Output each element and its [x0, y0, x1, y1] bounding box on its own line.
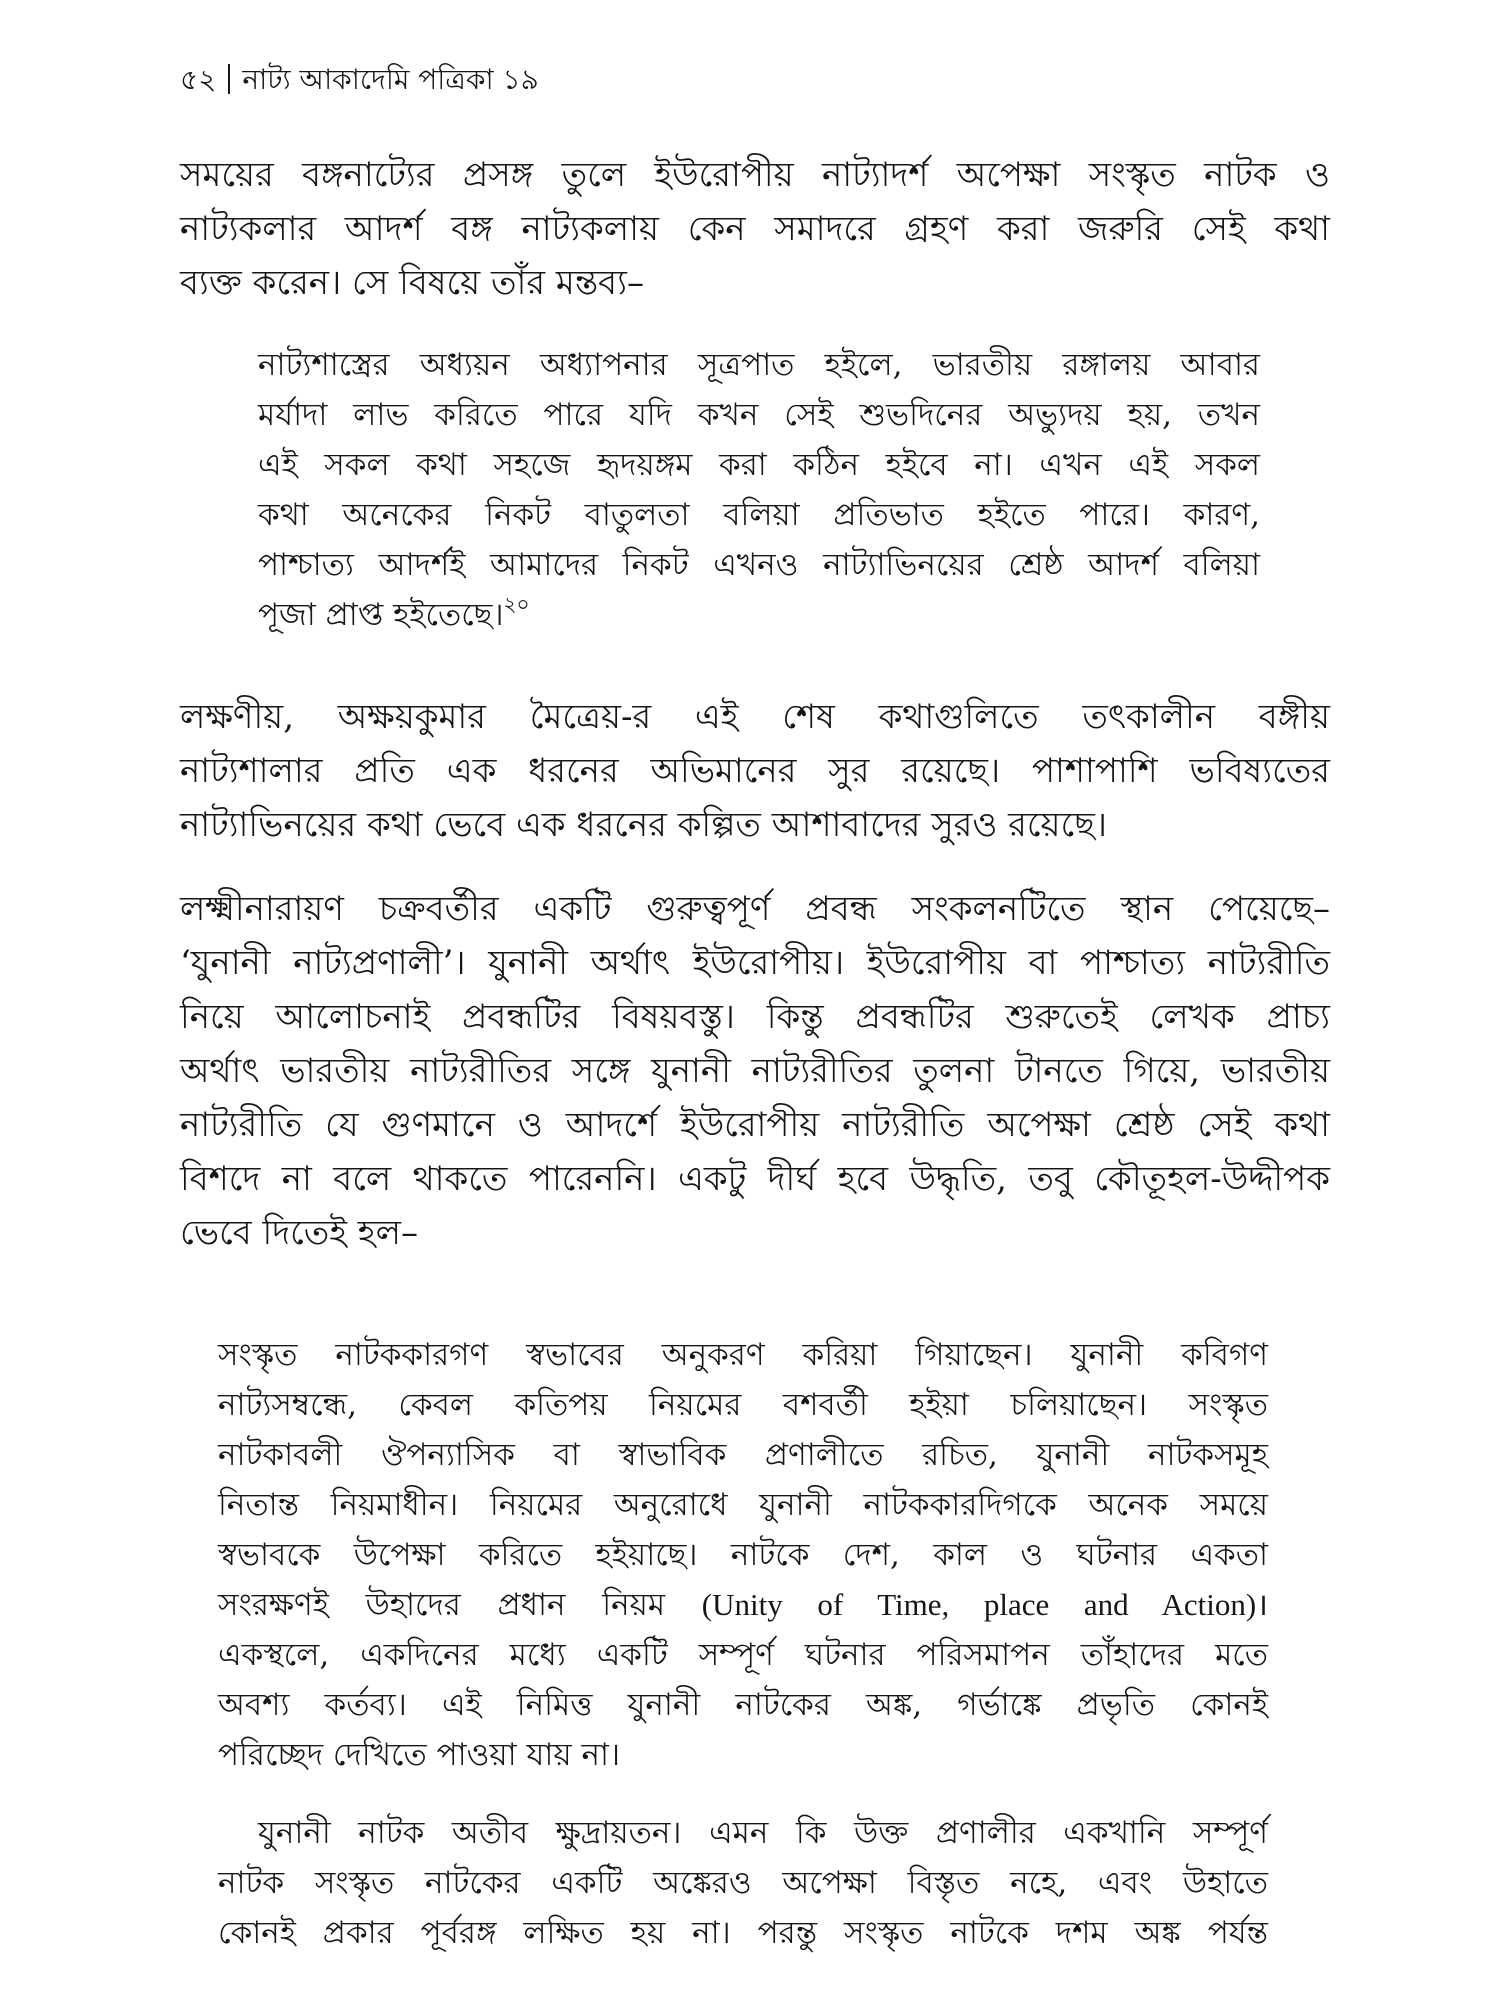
quote-line: মর্যাদা লাভ করিতে পারে যদি কখন সেই শুভদিনের অভ্যুদয় হয়, তখন: [258, 397, 1260, 433]
english-phrase: (Unity of Time, place and Action): [701, 1587, 1257, 1622]
quote-line: স্বভাবকে উপেক্ষা করিতে হইয়াছে। নাটকে দেশ, কাল ও ঘটনার একতা: [218, 1537, 1268, 1573]
text-line: লক্ষ্মীনারায়ণ চক্রবর্তীর একটি গুরুত্বপূর্ণ প্রবন্ধ সংকলনটিতে স্থান পেয়েছে–: [180, 889, 1330, 929]
text-line: নাট্যকলার আদর্শ বঙ্গ নাট্যকলায় কেন সমাদরে গ্রহণ করা জরুরি সেই কথা: [180, 209, 1330, 249]
text-line: অর্থাৎ ভারতীয় নাট্যরীতির সঙ্গে যুনানী নাট্যরীতির তুলনা টানতে গিয়ে, ভারতীয়: [180, 1051, 1330, 1091]
quote-punctuation: ।: [1256, 1587, 1268, 1623]
quote-line: নাটকাবলী ঔপন্যাসিক বা স্বাভাবিক প্রণালীতে রচিত, যুনানী নাটকসমূহ: [218, 1437, 1268, 1473]
paragraph-1: [180, 148, 1330, 310]
text-line: ভেবে দিতেই হল–: [180, 1213, 418, 1253]
text-line: নাট্যরীতি যে গুণমানে ও আদর্শে ইউরোপীয় নাট্যরীতি অপেক্ষা শ্রেষ্ঠ সেই কথা: [180, 1105, 1330, 1145]
text-line: লক্ষণীয়, অক্ষয়কুমার মৈত্রেয়-র এই শেষ কথাগুলিতে তৎকালীন বঙ্গীয়: [180, 697, 1330, 737]
block-quote-2: [218, 1330, 1268, 1780]
quote-line: নাট্যশাস্ত্রের অধ্যয়ন অধ্যাপনার সূত্রপাত হইলে, ভারতীয় রঙ্গালয় আবার: [258, 347, 1260, 383]
quote-line: অবশ্য কর্তব্য। এই নিমিত্ত যুনানী নাটকের অঙ্ক, গর্ভাঙ্কে প্রভৃতি কোনই: [218, 1687, 1268, 1723]
text-line: সময়ের বঙ্গনাট্যের প্রসঙ্গ তুলে ইউরোপীয় নাট্যাদর্শ অপেক্ষা সংস্কৃত নাটক ও: [180, 155, 1330, 195]
quote-text: সংরক্ষণই উহাদের প্রধান নিয়ম: [218, 1587, 702, 1623]
quote-line: নাটক সংস্কৃত নাটকের একটি অঙ্কেরও অপেক্ষা বিস্তৃত নহে, এবং উহাতে: [218, 1865, 1268, 1901]
text-line: নাট্যাভিনয়ের কথা ভেবে এক ধরনের কল্পিত আশাবাদের সুরও রয়েছে।: [180, 805, 1107, 845]
quote-line-last: [258, 590, 1260, 640]
quote-line: নাট্যসম্বন্ধে, কেবল কতিপয় নিয়মের বশবর্তী হইয়া চলিয়াছেন। সংস্কৃত: [218, 1387, 1268, 1423]
quote-line: একস্থলে, একদিনের মধ্যে একটি সম্পূর্ণ ঘটনার পরিসমাপন তাঁহাদের মতে: [218, 1637, 1268, 1673]
quote-line: কথা অনেকের নিকট বাতুলতা বলিয়া প্রতিভাত হইতে পারে। কারণ,: [258, 497, 1260, 533]
paragraph-2: [180, 690, 1330, 852]
quote-line-mixed: [218, 1580, 1268, 1630]
block-quote-3: [218, 1808, 1268, 1958]
footnote-reference: ২০: [503, 592, 530, 616]
quote-line: পাশ্চাত্য আদর্শই আমাদের নিকট এখনও নাট্যাভিনয়ের শ্রেষ্ঠ আদর্শ বলিয়া: [258, 547, 1260, 583]
quote-line: এই সকল কথা সহজে হৃদয়ঙ্গম করা কঠিন হইবে না। এখন এই সকল: [258, 447, 1260, 483]
text-line: বিশদে না বলে থাকতে পারেননি। একটু দীর্ঘ হবে উদ্ধৃতি, তবু কৌতূহল-উদ্দীপক: [180, 1159, 1330, 1199]
paragraph-3: [180, 882, 1330, 1260]
block-quote-1: [258, 340, 1260, 640]
text-line: নিয়ে আলোচনাই প্রবন্ধটির বিষয়বস্তু। কিন্তু প্রবন্ধটির শুরুতেই লেখক প্রাচ্য: [180, 997, 1330, 1037]
quote-text: পূজা প্রাপ্ত হইতেছে।: [258, 597, 504, 633]
journal-title: নাট্য আকাদেমি পত্রিকা ১৯: [242, 63, 539, 96]
quote-line: পরিচ্ছেদ দেখিতে পাওয়া যায় না।: [218, 1737, 621, 1773]
running-header: [180, 60, 539, 100]
text-line: ব্যক্ত করেন। সে বিষয়ে তাঁর মন্তব্য–: [180, 263, 644, 303]
text-line: ‘যুনানী নাট্যপ্রণালী’। যুনানী অর্থাৎ ইউরোপীয়। ইউরোপীয় বা পাশ্চাত্য নাট্যরীতি: [180, 943, 1330, 983]
quote-line: সংস্কৃত নাটককারগণ স্বভাবের অনুকরণ করিয়া গিয়াছেন। যুনানী কবিগণ: [218, 1337, 1268, 1373]
page-number: ৫২: [180, 63, 217, 96]
text-line: নাট্যশালার প্রতি এক ধরনের অভিমানের সুর রয়েছে। পাশাপাশি ভবিষ্যতের: [180, 751, 1330, 791]
quote-line: নিতান্ত নিয়মাধীন। নিয়মের অনুরোধে যুনানী নাটককারদিগকে অনেক সময়ে: [218, 1487, 1268, 1523]
quote-line: কোনই প্রকার পূর্বরঙ্গ লক্ষিত হয় না। পরন্তু সংস্কৃত নাটকে দশম অঙ্ক পর্যন্ত: [218, 1915, 1268, 1951]
quote-line: যুনানী নাটক অতীব ক্ষুদ্রায়তন। এমন কি উক্ত প্রণালীর একখানি সম্পূর্ণ: [258, 1815, 1268, 1851]
header-divider: [228, 64, 230, 94]
